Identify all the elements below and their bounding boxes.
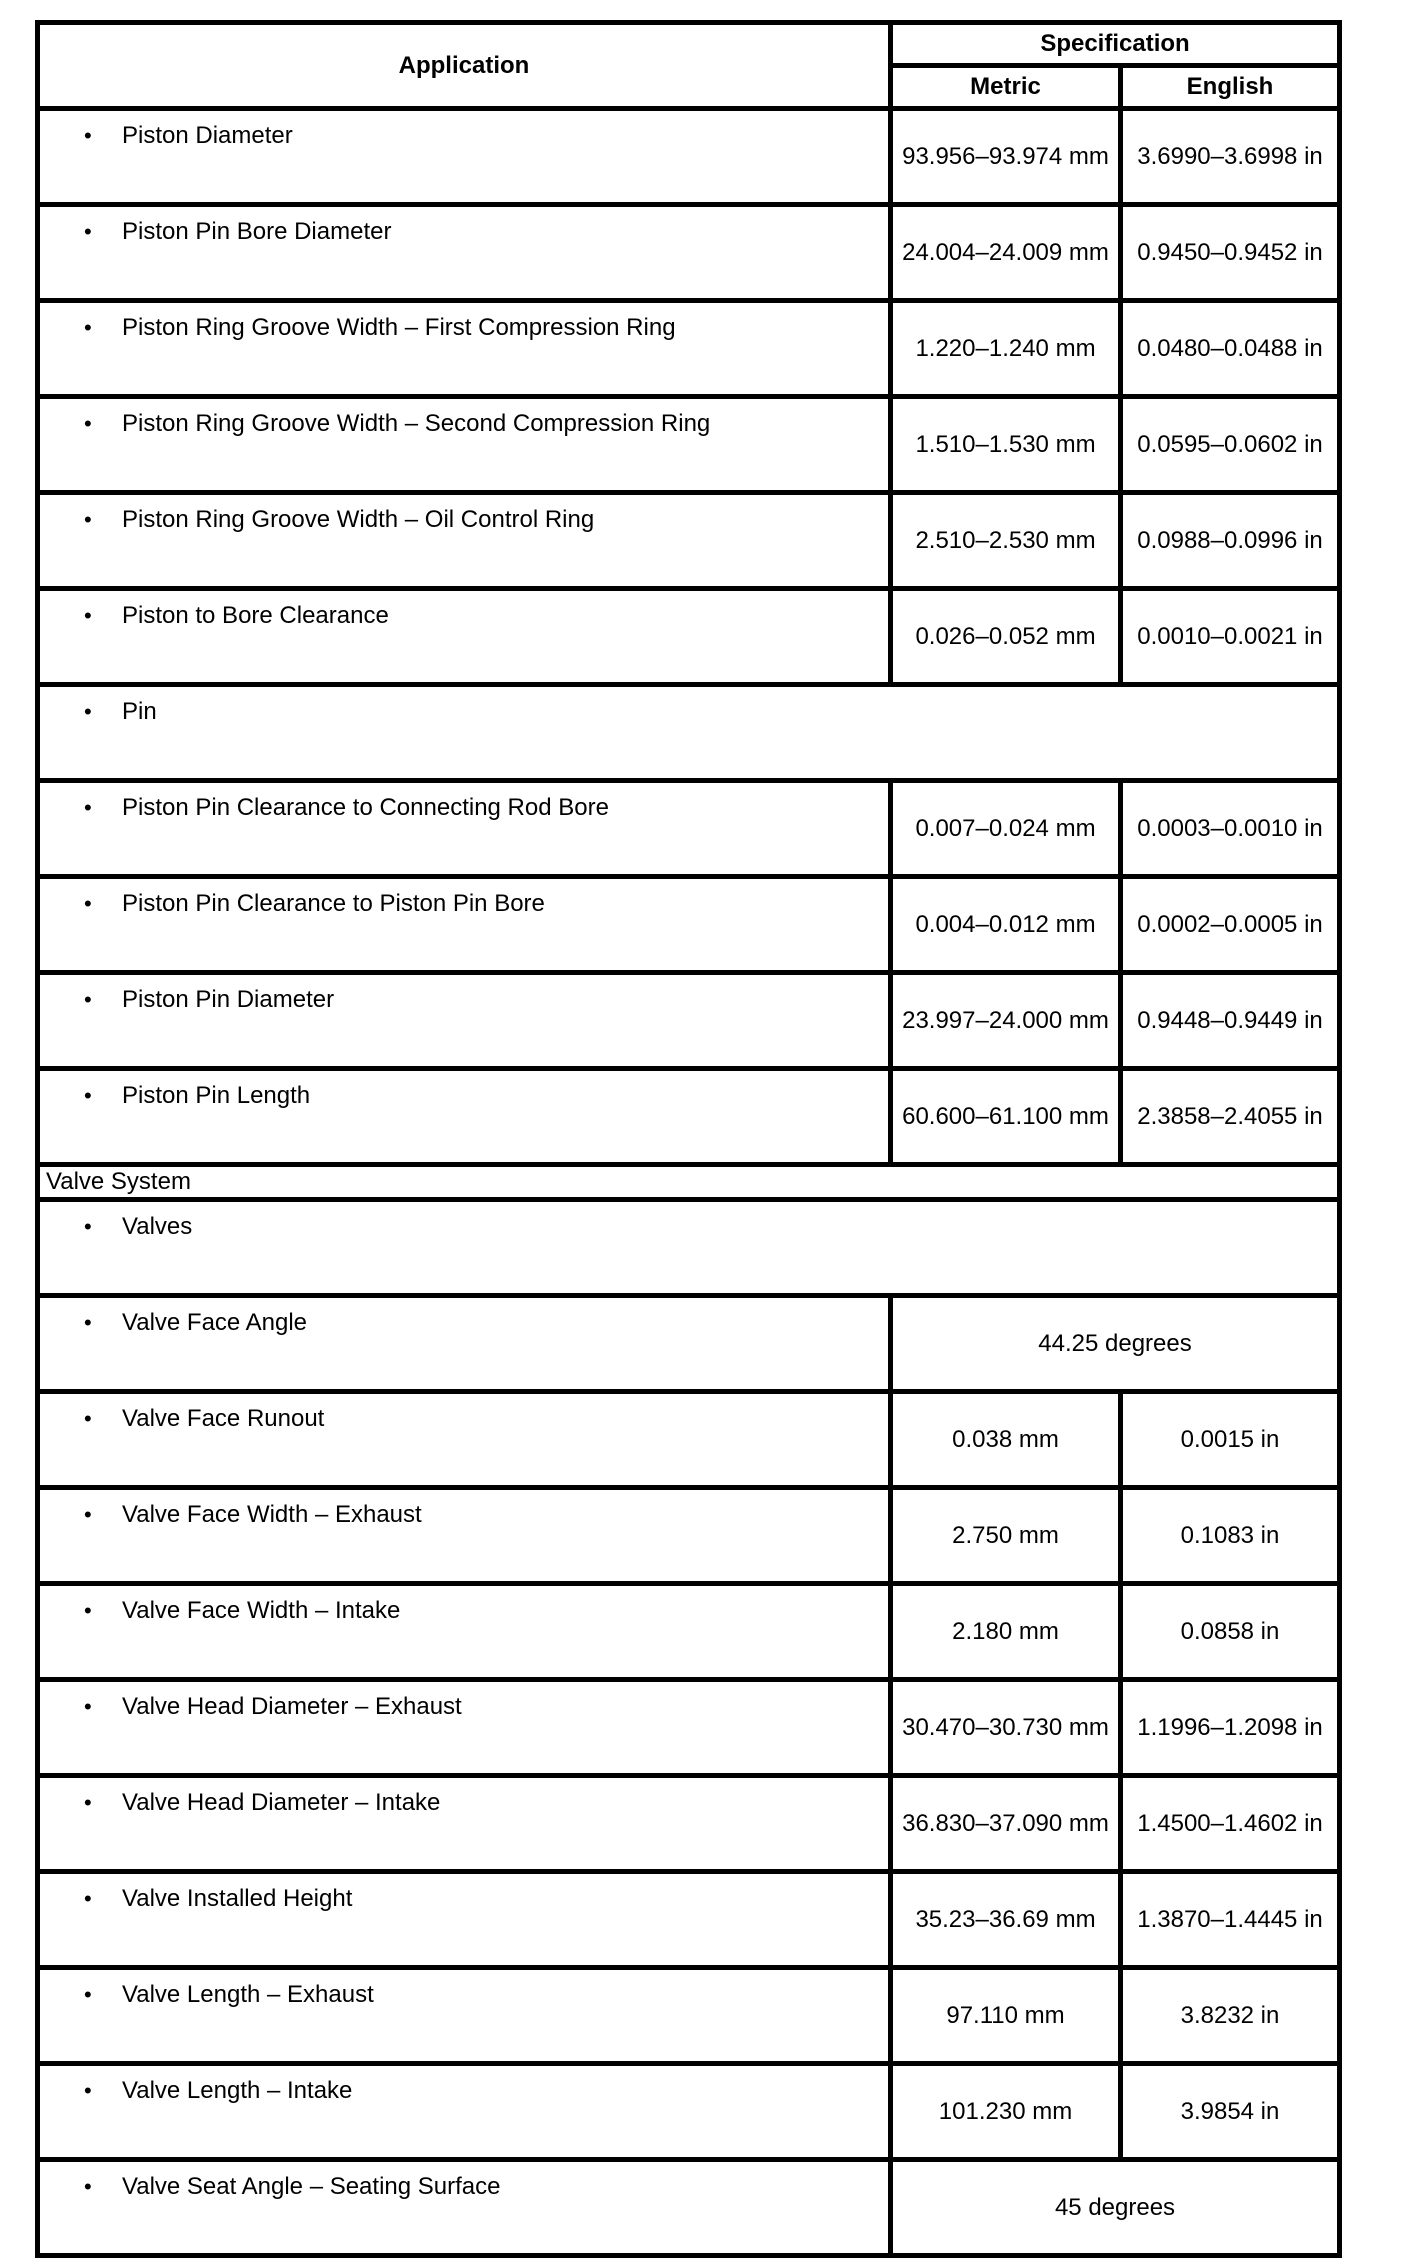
english-value-cell: 3.8232 in	[1121, 1968, 1340, 2064]
metric-value-cell: 24.004–24.009 mm	[891, 205, 1121, 301]
application-cell	[38, 589, 891, 685]
application-cell	[38, 1296, 891, 1392]
application-cell	[38, 877, 891, 973]
table-row	[38, 685, 1340, 781]
bullet-icon: •	[84, 795, 92, 820]
table-row	[38, 1200, 1340, 1296]
english-value-cell: 0.9448–0.9449 in	[1121, 973, 1340, 1069]
table-row	[38, 1968, 1340, 2064]
application-label: Valve Length – Intake	[122, 2077, 353, 2104]
bullet-icon: •	[84, 1083, 92, 1108]
english-value-cell: 0.0988–0.0996 in	[1121, 493, 1340, 589]
metric-value-cell: 23.997–24.000 mm	[891, 973, 1121, 1069]
application-label: Valve Face Angle	[122, 1309, 308, 1336]
english-value-cell: 0.0595–0.0602 in	[1121, 397, 1340, 493]
table-row	[38, 973, 1340, 1069]
metric-value-cell: 101.230 mm	[891, 2064, 1121, 2160]
application-label: Valve Installed Height	[122, 1885, 353, 1912]
bullet-icon: •	[84, 1694, 92, 1719]
english-value-cell: 3.6990–3.6998 in	[1121, 109, 1340, 205]
table-row	[38, 1872, 1340, 1968]
application-cell	[38, 1488, 891, 1584]
application-label: Piston Pin Clearance to Piston Pin Bore	[122, 890, 545, 917]
bullet-icon: •	[84, 987, 92, 1012]
english-value-cell: 1.3870–1.4445 in	[1121, 1872, 1340, 1968]
table-row	[38, 1776, 1340, 1872]
table-body	[38, 109, 1340, 2256]
application-cell	[38, 397, 891, 493]
english-value-cell: 0.0015 in	[1121, 1392, 1340, 1488]
table-row	[38, 205, 1340, 301]
application-label: Piston Ring Groove Width – Oil Control Ring	[122, 506, 595, 533]
english-value-cell: 0.0010–0.0021 in	[1121, 589, 1340, 685]
application-label: Piston Pin Length	[122, 1082, 311, 1109]
table-row	[38, 1488, 1340, 1584]
table-row	[38, 1392, 1340, 1488]
application-label: Valve Head Diameter – Intake	[122, 1789, 441, 1816]
application-cell	[38, 685, 1340, 781]
merged-value-cell: 45 degrees	[891, 2160, 1340, 2256]
application-cell	[38, 1968, 891, 2064]
metric-value-cell: 0.007–0.024 mm	[891, 781, 1121, 877]
application-label: Pin	[122, 698, 157, 725]
application-label: Piston Pin Clearance to Connecting Rod Bore	[122, 794, 609, 821]
metric-value-cell: 2.180 mm	[891, 1584, 1121, 1680]
bullet-icon: •	[84, 603, 92, 628]
metric-value-cell: 0.038 mm	[891, 1392, 1121, 1488]
bullet-icon: •	[84, 1310, 92, 1335]
header-row-top	[38, 23, 1340, 66]
english-value-cell: 0.9450–0.9452 in	[1121, 205, 1340, 301]
application-cell	[38, 1069, 891, 1165]
bullet-icon: •	[84, 219, 92, 244]
application-column-header: Application	[38, 23, 891, 109]
metric-column-header: Metric	[891, 66, 1121, 109]
application-cell	[38, 493, 891, 589]
merged-value-cell: 44.25 degrees	[891, 1296, 1340, 1392]
application-label: Valve Face Width – Exhaust	[122, 1501, 422, 1528]
application-label: Piston Diameter	[122, 122, 293, 149]
bullet-icon: •	[84, 411, 92, 436]
metric-value-cell: 0.026–0.052 mm	[891, 589, 1121, 685]
english-value-cell: 0.0003–0.0010 in	[1121, 781, 1340, 877]
bullet-icon: •	[84, 1214, 92, 1239]
specification-column-header: Specification	[891, 23, 1340, 66]
table-row	[38, 1296, 1340, 1392]
bullet-icon: •	[84, 123, 92, 148]
application-cell	[38, 301, 891, 397]
metric-value-cell: 30.470–30.730 mm	[891, 1680, 1121, 1776]
english-value-cell: 0.1083 in	[1121, 1488, 1340, 1584]
application-cell	[38, 1200, 1340, 1296]
metric-value-cell: 0.004–0.012 mm	[891, 877, 1121, 973]
table-row	[38, 781, 1340, 877]
english-value-cell: 1.1996–1.2098 in	[1121, 1680, 1340, 1776]
application-cell	[38, 781, 891, 877]
metric-value-cell: 36.830–37.090 mm	[891, 1776, 1121, 1872]
application-label: Piston Pin Diameter	[122, 986, 335, 1013]
bullet-icon: •	[84, 1982, 92, 2007]
metric-value-cell: 60.600–61.100 mm	[891, 1069, 1121, 1165]
specification-table	[35, 20, 1342, 2258]
table-row	[38, 397, 1340, 493]
bullet-icon: •	[84, 1886, 92, 1911]
bullet-icon: •	[84, 1598, 92, 1623]
table-row	[38, 589, 1340, 685]
bullet-icon: •	[84, 2174, 92, 2199]
english-column-header: English	[1121, 66, 1340, 109]
application-label: Valves	[122, 1213, 193, 1240]
bullet-icon: •	[84, 507, 92, 532]
metric-value-cell: 1.510–1.530 mm	[891, 397, 1121, 493]
application-cell	[38, 1680, 891, 1776]
application-cell	[38, 1776, 891, 1872]
table-row	[38, 2064, 1340, 2160]
application-label: Valve Head Diameter – Exhaust	[122, 1693, 462, 1720]
application-cell	[38, 205, 891, 301]
application-cell	[38, 1392, 891, 1488]
table-row	[38, 109, 1340, 205]
bullet-icon: •	[84, 2078, 92, 2103]
english-value-cell: 0.0002–0.0005 in	[1121, 877, 1340, 973]
application-cell	[38, 1872, 891, 1968]
application-cell	[38, 109, 891, 205]
section-row	[38, 1165, 1340, 1200]
section-header-cell: Valve System	[38, 1165, 1340, 1200]
bullet-icon: •	[84, 891, 92, 916]
metric-value-cell: 2.750 mm	[891, 1488, 1121, 1584]
application-cell	[38, 2064, 891, 2160]
metric-value-cell: 2.510–2.530 mm	[891, 493, 1121, 589]
application-cell	[38, 2160, 891, 2256]
application-label: Piston Ring Groove Width – First Compression Ring	[122, 314, 676, 341]
table-row	[38, 1584, 1340, 1680]
table-row	[38, 1069, 1340, 1165]
bullet-icon: •	[84, 1790, 92, 1815]
metric-value-cell: 35.23–36.69 mm	[891, 1872, 1121, 1968]
metric-value-cell: 93.956–93.974 mm	[891, 109, 1121, 205]
bullet-icon: •	[84, 1406, 92, 1431]
application-label: Valve Face Width – Intake	[122, 1597, 401, 1624]
bullet-icon: •	[84, 1502, 92, 1527]
application-cell	[38, 1584, 891, 1680]
application-label: Valve Seat Angle – Seating Surface	[122, 2173, 501, 2200]
table-row	[38, 877, 1340, 973]
english-value-cell: 2.3858–2.4055 in	[1121, 1069, 1340, 1165]
english-value-cell: 0.0858 in	[1121, 1584, 1340, 1680]
bullet-icon: •	[84, 699, 92, 724]
bullet-icon: •	[84, 315, 92, 340]
english-value-cell: 0.0480–0.0488 in	[1121, 301, 1340, 397]
application-label: Piston to Bore Clearance	[122, 602, 389, 629]
application-cell	[38, 973, 891, 1069]
table-row	[38, 493, 1340, 589]
application-label: Valve Face Runout	[122, 1405, 325, 1432]
english-value-cell: 3.9854 in	[1121, 2064, 1340, 2160]
application-label: Piston Pin Bore Diameter	[122, 218, 392, 245]
table-header	[38, 23, 1340, 109]
english-value-cell: 1.4500–1.4602 in	[1121, 1776, 1340, 1872]
application-label: Piston Ring Groove Width – Second Compression Ring	[122, 410, 711, 437]
metric-value-cell: 1.220–1.240 mm	[891, 301, 1121, 397]
table-row	[38, 2160, 1340, 2256]
metric-value-cell: 97.110 mm	[891, 1968, 1121, 2064]
table-row	[38, 1680, 1340, 1776]
table-row	[38, 301, 1340, 397]
application-label: Valve Length – Exhaust	[122, 1981, 374, 2008]
